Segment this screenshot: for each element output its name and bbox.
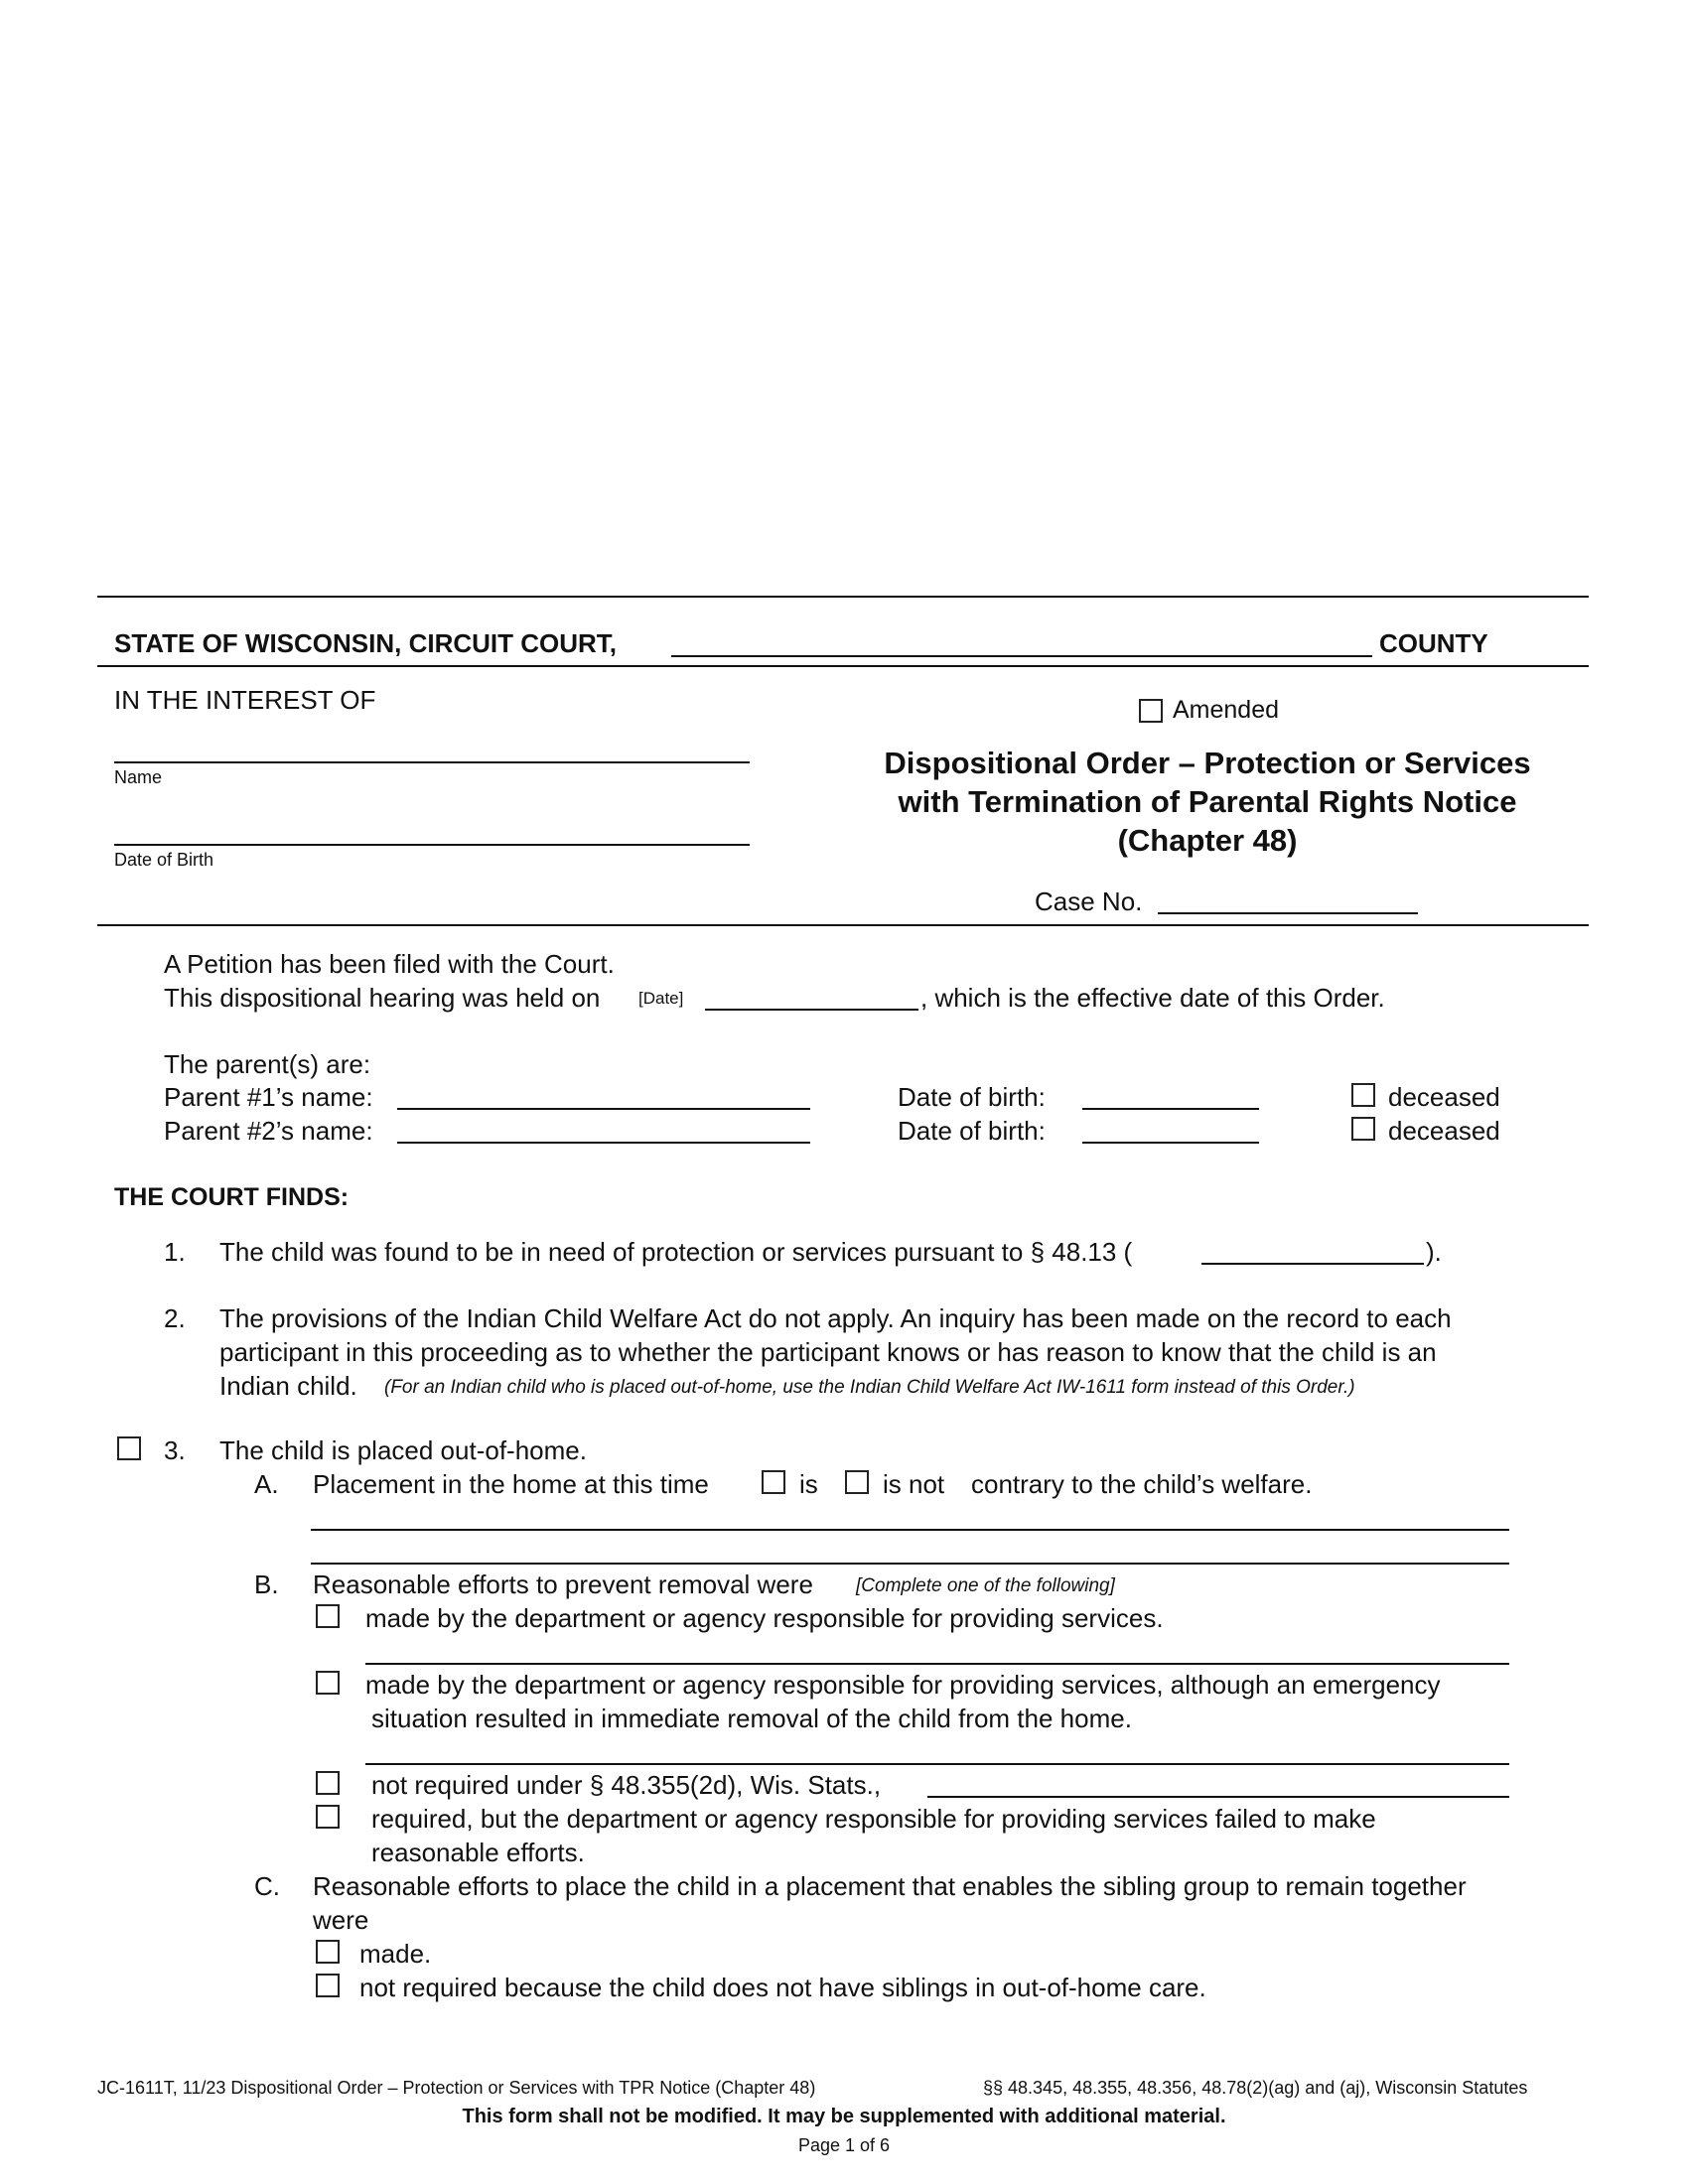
efforts-emergency-line1: made by the department or agency responsible for providing services, although an emergency [365, 1670, 1441, 1700]
case-no-field[interactable] [1158, 912, 1418, 914]
item1-close: ). [1426, 1237, 1442, 1267]
parent2-deceased-checkbox[interactable] [1351, 1117, 1375, 1141]
placement-is-not-label: is not [883, 1469, 945, 1499]
parent1-deceased-checkbox[interactable] [1351, 1083, 1375, 1107]
header-top-rule [97, 596, 1589, 598]
parent2-dob-field[interactable] [1082, 1142, 1259, 1144]
dob-label: Date of Birth [114, 850, 214, 870]
form-title-line2: with Termination of Parental Rights Notice [898, 784, 1517, 819]
parent2-label: Parent #2’s name: [164, 1116, 373, 1146]
item3a-letter: A. [254, 1469, 279, 1499]
parent1-label: Parent #1’s name: [164, 1082, 373, 1112]
name-label: Name [114, 767, 163, 787]
item2-note: (For an Indian child who is placed out-of-home, use the Indian Child Welfare Act IW-1611 form instead of this Order.) [384, 1377, 1355, 1398]
item2-line2: participant in this proceeding as to whether the participant knows or has reason to know that the child is an [219, 1337, 1437, 1367]
item3c-line1: Reasonable efforts to place the child in a placement that enables the sibling group to remain together [313, 1871, 1467, 1901]
item3-number: 3. [164, 1435, 186, 1465]
parent2-dob-label: Date of birth: [898, 1116, 1046, 1146]
footer-page-number: Page 1 of 6 [797, 2135, 891, 2155]
header-mid-rule [97, 665, 1589, 667]
court-label: STATE OF WISCONSIN, CIRCUIT COURT, [114, 628, 618, 658]
item2-number: 2. [164, 1303, 186, 1333]
efforts-not-required-label: not required under § 48.355(2d), Wis. Stats., [371, 1770, 882, 1800]
parent1-name-field[interactable] [397, 1108, 810, 1110]
county-label: COUNTY [1379, 628, 1488, 658]
item3-text: The child is placed out-of-home. [219, 1435, 587, 1465]
item2-line3: Indian child. [219, 1371, 357, 1401]
sibling-made-label: made. [359, 1939, 432, 1969]
efforts-failed-line1: required, but the department or agency responsible for providing services failed to make [371, 1804, 1376, 1834]
parent2-name-field[interactable] [397, 1142, 810, 1144]
parent1-deceased-label: deceased [1388, 1082, 1500, 1112]
parent1-dob-label: Date of birth: [898, 1082, 1046, 1112]
form-title-line1: Dispositional Order – Protection or Services [884, 746, 1531, 780]
item3a-explain-line2[interactable] [311, 1563, 1509, 1565]
amended-label: Amended [1173, 696, 1280, 724]
item3b-hint: [Complete one of the following] [856, 1575, 1115, 1596]
efforts-not-required-checkbox[interactable] [316, 1771, 340, 1795]
item3a-text: Placement in the home at this time [313, 1469, 709, 1499]
footer-notice: This form shall not be modified. It may be supplemented with additional material. [462, 2106, 1226, 2127]
hearing-suffix: , which is the effective date of this Order. [920, 983, 1385, 1013]
sibling-made-checkbox[interactable] [316, 1940, 340, 1964]
petition-text: A Petition has been filed with the Court. [164, 949, 615, 979]
efforts-emergency-line2: situation resulted in immediate removal of the child from the home. [371, 1704, 1132, 1733]
header-bottom-rule [97, 924, 1589, 926]
item1-number: 1. [164, 1237, 186, 1267]
sibling-not-required-label: not required because the child does not have siblings in out-of-home care. [359, 1973, 1206, 2002]
efforts-failed-checkbox[interactable] [316, 1805, 340, 1829]
item3b-letter: B. [254, 1570, 279, 1599]
parents-label: The parent(s) are: [164, 1049, 371, 1079]
efforts-emergency-explain-line[interactable] [365, 1763, 1509, 1765]
footer-form-id: JC-1611T, 11/23 Dispositional Order – Protection or Services with TPR Notice (Chapter 48) [97, 2078, 816, 2098]
item3c-line2: were [313, 1905, 369, 1935]
findings-heading: THE COURT FINDS: [114, 1183, 350, 1211]
placement-is-label: is [799, 1469, 818, 1499]
sibling-not-required-checkbox[interactable] [316, 1974, 340, 1997]
efforts-emergency-checkbox[interactable] [316, 1671, 340, 1695]
item3c-letter: C. [254, 1871, 280, 1901]
parent1-dob-field[interactable] [1082, 1108, 1259, 1110]
item2-line1: The provisions of the Indian Child Welfare Act do not apply. An inquiry has been made on the record to each [219, 1303, 1452, 1333]
item3a-explain-line1[interactable] [311, 1529, 1509, 1531]
dob-field[interactable] [114, 844, 750, 846]
efforts-made-label: made by the department or agency responsible for providing services. [365, 1603, 1164, 1633]
item3b-text: Reasonable efforts to prevent removal were [313, 1570, 813, 1599]
placement-is-checkbox[interactable] [762, 1470, 785, 1494]
item3a-suffix: contrary to the child’s welfare. [971, 1469, 1313, 1499]
item1-statute-field[interactable] [1201, 1263, 1424, 1265]
form-title-line3: (Chapter 48) [1117, 823, 1298, 858]
placement-is-not-checkbox[interactable] [845, 1470, 869, 1494]
county-field[interactable] [671, 655, 1372, 657]
item1-text: The child was found to be in need of protection or services pursuant to § 48.13 ( [219, 1237, 1133, 1267]
hearing-date-field[interactable] [705, 1009, 918, 1011]
efforts-made-checkbox[interactable] [316, 1604, 340, 1628]
amended-checkbox[interactable] [1139, 699, 1163, 723]
hearing-prefix: This dispositional hearing was held on [164, 983, 601, 1013]
efforts-made-explain-line[interactable] [365, 1663, 1509, 1665]
case-no-label: Case No. [1035, 887, 1143, 916]
parent2-deceased-label: deceased [1388, 1116, 1500, 1146]
name-field[interactable] [114, 761, 750, 763]
item3-checkbox[interactable] [117, 1436, 141, 1460]
interest-label: IN THE INTEREST OF [114, 685, 376, 715]
footer-statutes: §§ 48.345, 48.355, 48.356, 48.78(2)(ag) and (aj), Wisconsin Statutes [983, 2078, 1528, 2098]
hearing-date-hint: [Date] [638, 989, 684, 1008]
efforts-not-required-field[interactable] [927, 1796, 1509, 1798]
efforts-failed-line2: reasonable efforts. [371, 1838, 585, 1867]
